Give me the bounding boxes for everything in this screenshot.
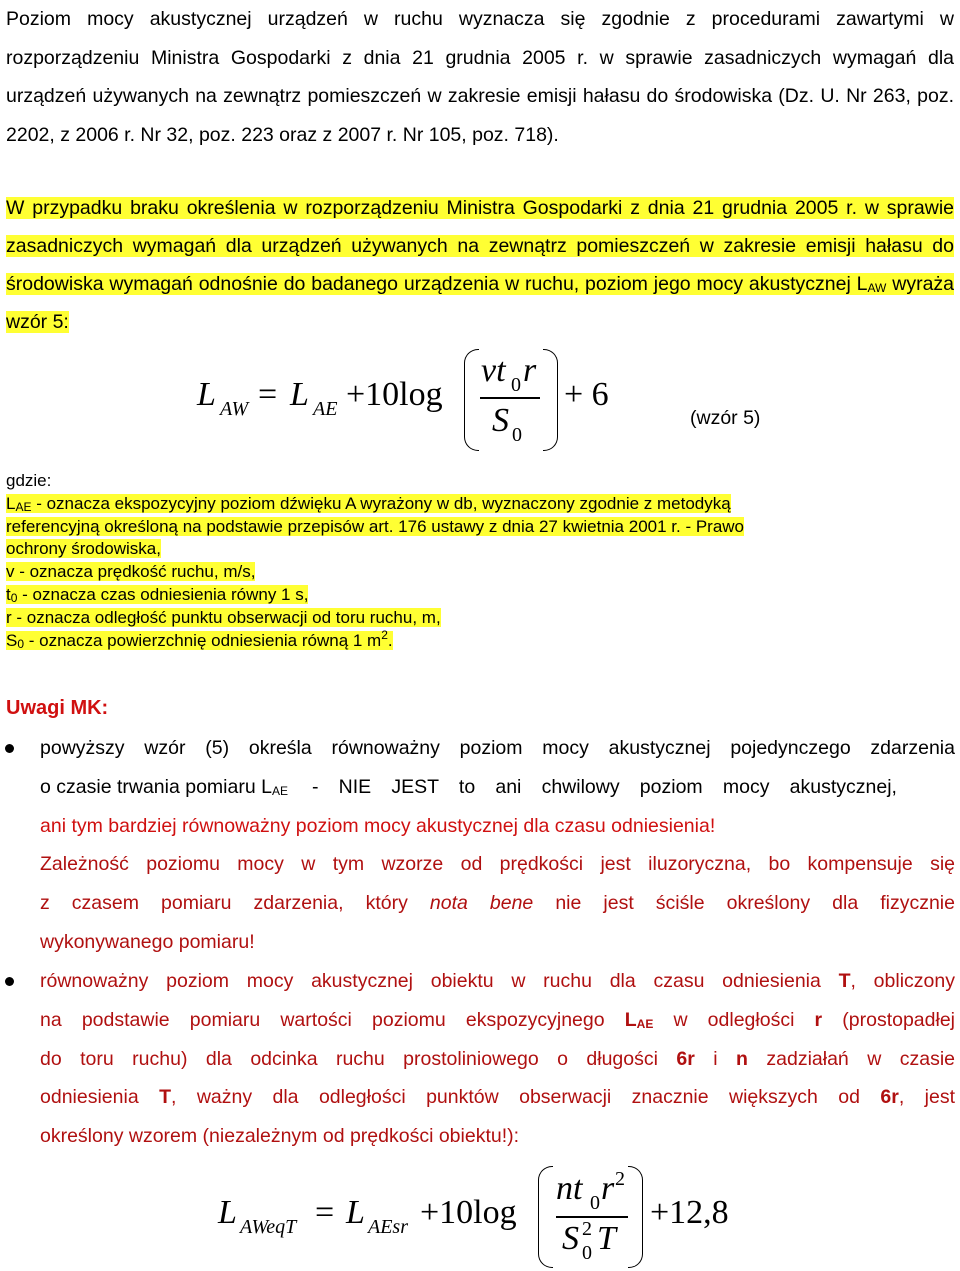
bullet-1-line: powyższy wzór (5) określa równoważny poziom mocy akustycznej pojedynczego zdarzenia xyxy=(40,737,955,759)
bullet-1-text xyxy=(40,729,955,962)
right-paren xyxy=(628,1166,643,1268)
left-paren xyxy=(464,349,479,451)
legend-title: gdzie: xyxy=(6,471,52,490)
formula-5-label: (wzór 5) xyxy=(690,407,761,429)
bullet-1-line: o czasie trwania pomiaru $L_{AE}$ - NIE JEST to ani chwilowy poziom mocy akustycznej, xyxy=(40,775,897,798)
bullet-1-line: ani tym bardziej równoważny poziom mocy akustycznej dla czasu odniesienia! xyxy=(40,814,716,837)
legend-line: $t_0$ - oznacza czas odniesienia równy 1 s, xyxy=(6,584,309,605)
fraction-bar xyxy=(556,1216,628,1218)
definition-paragraph xyxy=(6,189,954,341)
legend-line: v - oznacza prędkość ruchu, m/s, xyxy=(6,562,256,582)
legend-line: $S_0$ - oznacza powierzchnię odniesienia równą 1 $m^2$. xyxy=(6,627,393,651)
remarks-heading: Uwagi MK: xyxy=(6,697,109,719)
left-paren xyxy=(538,1166,553,1268)
bullet-dot-icon xyxy=(5,744,14,753)
legend-block xyxy=(6,470,956,652)
bullet-2-line: na podstawie pomiaru wartości poziomu ekspozycyjnego $L_{AE}$ w odległości r (prostopadłej xyxy=(40,1008,956,1031)
formula-5: L AW = L AE +10log vt 0 r S 0 + 6 xyxy=(0,340,800,460)
bullet-2-line: do toru ruchu) dla odcinka ruchu prostoliniowego o długości 6r i n zadziałań w czasie xyxy=(40,1047,956,1070)
legend-line: ochrony środowiska, xyxy=(6,539,161,559)
right-paren xyxy=(543,349,558,451)
formula-6: L AWeqT = L AEsr +10log nt 0 r 2 S 0 2 T +12,8 xyxy=(0,1160,800,1271)
bullet-dot-icon xyxy=(5,977,14,986)
bullet-2-text xyxy=(40,962,955,1156)
bullet-2-line: równoważny poziom mocy akustycznej obiektu w ruchu dla czasu odniesienia T, obliczony xyxy=(40,970,955,992)
bullet-1-line: wykonywanego pomiaru! xyxy=(40,930,255,953)
legend-line: r - oznacza odległość punktu obserwacji od toru ruchu, m, xyxy=(6,607,441,627)
bullet-1-line: Zależność poziomu mocy w tym wzorze od prędkości jest iluzoryczna, bo kompensuje się xyxy=(40,853,955,876)
intro-paragraph: Poziom mocy akustycznej urządzeń w ruchu wyznacza się zgodnie z procedurami zawartymi w rozporządzeniu Ministra Gospodarki z dnia 21 grudnia 2005 r. w sprawie zasadniczych wymagań dla urządzeń używanych na zewnątrz pomieszczeń w zakresie emisji hałasu do środowiska (Dz. U. Nr 263, poz. 2202, z 2006 r. Nr 32, poz. 223 oraz z 2007 r. Nr 105, poz. 718). xyxy=(6,8,954,146)
legend-line: referencyjną określoną na podstawie przepisów art. 176 ustawy z dnia 27 kwietnia 2001 r. - Prawo xyxy=(6,516,745,536)
legend-line: $L_{AE}$ - oznacza ekspozycyjny poziom dźwięku A wyrażony w db, wyznaczony zgodnie z metodyką xyxy=(6,493,731,514)
bullet-2-line: odniesienia T, ważny dla odległości punktów obserwacji znacznie większych od 6r, jest xyxy=(40,1086,955,1109)
highlighted-text: W przypadku braku określenia w rozporządzeniu Ministra Gospodarki z dnia 21 grudnia 2005 r. w sprawie zasadniczych wymagań dla urządzeń używanych na zewnątrz pomieszczeń w zakresie emisji hałasu do środowiska wymagań odnośnie do badanego urządzenia w ruchu, poziom jego mocy akustycznej $L_{AW}$ wyraża wzór 5: xyxy=(6,197,955,333)
bullet-2-line: określony wzorem (niezależnym od prędkości obiektu!): xyxy=(40,1125,520,1148)
bullet-1-line: z czasem pomiaru zdarzenia, który nota bene nie jest ściśle określony dla fizycznie xyxy=(40,892,955,915)
fraction-bar xyxy=(480,397,540,399)
